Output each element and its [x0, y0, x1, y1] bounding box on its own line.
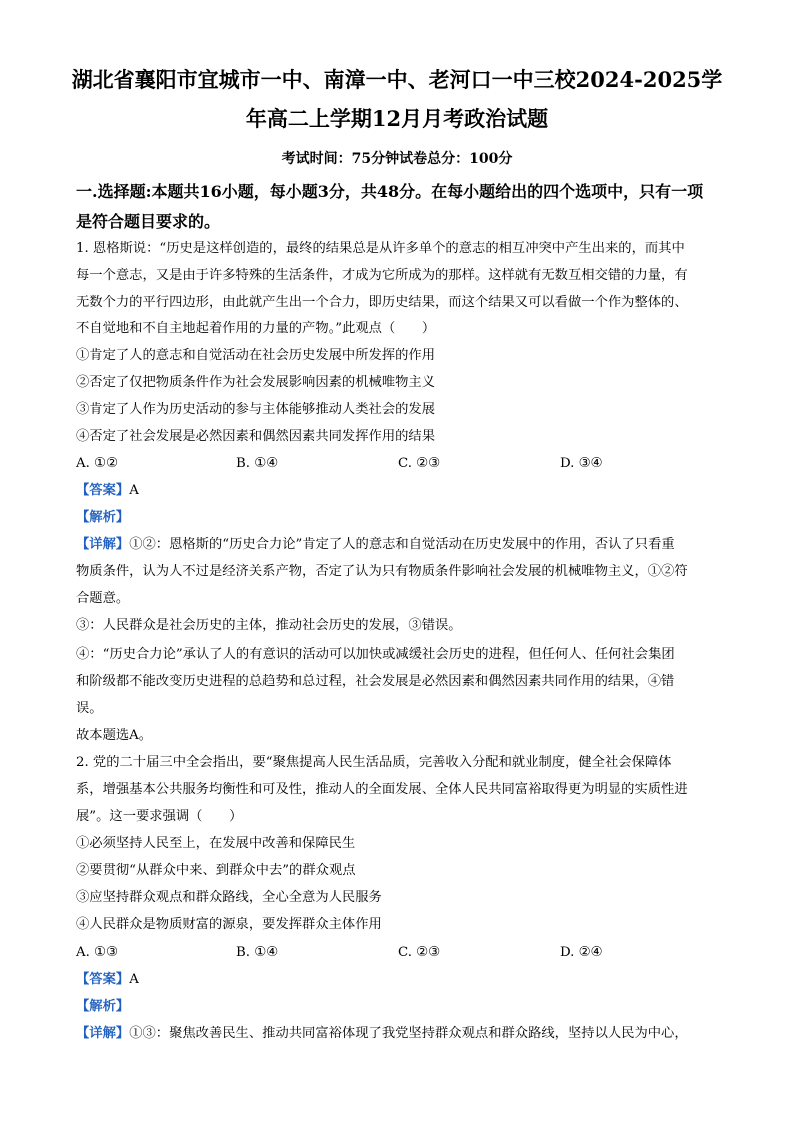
doc-title-line2: 年高二上学期12月月考政治试题	[245, 106, 549, 131]
q1-stem-line: 1. 恩格斯说：“历史是这样创造的，最终的结果总是从许多单个的意志的相互冲突中产生出来的，而其中	[76, 241, 685, 256]
q1-option-b: B. ①④	[236, 456, 279, 471]
q2-option-d: D. ②④	[560, 945, 603, 960]
q2-stem-line: 系，增强基本公共服务均衡性和可及性，推动人的全面发展、全体人民共同富裕取得更为明显的实质性进	[76, 782, 688, 797]
q1-detail-line: 误。	[76, 701, 103, 716]
q1-option-a: A. ①②	[76, 456, 118, 471]
q1-item-2: ②否定了仅把物质条件作为社会发展影响因素的机械唯物主义	[76, 375, 436, 390]
q1-item-1: ①肯定了人的意志和自觉活动在社会历史发展中所发挥的作用	[76, 348, 436, 363]
section-heading-line1: 一.选择题:本题共16小题，每小题3分，共48分。在每小题给出的四个选项中，只有一项	[76, 182, 704, 201]
answer-value: A	[129, 972, 139, 987]
q2-stem-line: 2. 党的二十届三中全会指出，要“聚焦提高人民生活品质，完善收入分配和就业制度，健全社会保障体	[76, 755, 672, 770]
q2-item-2: ②要贯彻“从群众中来、到群众中去”的群众观点	[76, 863, 356, 878]
q2-stem-line: 展”。这一要求强调（ ）	[76, 809, 243, 824]
q2-item-3: ③应坚持群众观点和群众路线，全心全意为人民服务	[76, 890, 382, 905]
q1-detail-line: 物质条件，认为人不过是经济关系产物，否定了认为只有物质条件影响社会发展的机械唯物主义，①②符	[76, 564, 688, 579]
q1-item-4: ④否定了社会发展是必然因素和偶然因素共同发挥作用的结果	[76, 429, 436, 444]
q1-option-c: C. ②③	[398, 456, 440, 471]
answer-value: A	[129, 483, 139, 498]
q1-detail-line: 和阶级都不能改变历史进程的总趋势和总过程，社会发展是必然因素和偶然因素共同作用的结果，④错	[76, 674, 675, 689]
q1-option-d: D. ③④	[560, 456, 603, 471]
detail-tag: 【详解】	[76, 1026, 130, 1041]
q2-answer	[76, 971, 139, 989]
q1-detail-line	[76, 536, 675, 554]
q1-detail-line: 故本题选A。	[76, 728, 153, 743]
q1-detail-line: 合题意。	[76, 591, 130, 606]
q2-item-1: ①必须坚持人民至上，在发展中改善和保障民生	[76, 836, 356, 851]
q2-option-a: A. ①③	[76, 945, 118, 960]
q1-stem-line: 无数个力的平行四边形，由此就产生出一个合力，即历史结果，而这个结果又可以看做一个作为整体的、	[76, 295, 688, 310]
q1-analysis-tag	[76, 509, 129, 527]
analysis-tag: 【解析】	[76, 510, 130, 525]
q2-detail-line	[76, 1025, 688, 1043]
exam-info: 考试时间：75分钟试卷总分：100分	[281, 151, 513, 167]
doc-title-line1: 湖北省襄阳市宜城市一中、南漳一中、老河口一中三校2024-2025学	[71, 67, 723, 92]
q1-stem-line: 不自觉地和不自主地起着作用的力量的产物。”此观点（ ）	[76, 321, 436, 336]
q1-detail-line: ③：人民群众是社会历史的主体，推动社会历史的发展，③错误。	[76, 618, 462, 633]
answer-tag: 【答案】	[76, 972, 130, 987]
section-heading-line2: 是符合题目要求的。	[76, 212, 221, 231]
q2-analysis-tag	[76, 998, 129, 1016]
q1-answer	[76, 482, 139, 500]
q2-option-c: C. ②③	[398, 945, 440, 960]
detail-text: ①③：聚焦改善民生、推动共同富裕体现了我党坚持群众观点和群众路线，坚持以人民为中心，	[129, 1026, 688, 1041]
q2-item-4: ④人民群众是物质财富的源泉，要发挥群众主体作用	[76, 917, 382, 932]
answer-tag: 【答案】	[76, 483, 130, 498]
q1-detail-line: ④：“历史合力论”承认了人的有意识的活动可以加快或减缓社会历史的进程，但任何人、任何社会集团	[76, 647, 675, 662]
q2-option-b: B. ①④	[236, 945, 279, 960]
analysis-tag: 【解析】	[76, 999, 130, 1014]
q1-item-3: ③肯定了人作为历史活动的参与主体能够推动人类社会的发展	[76, 402, 436, 417]
q1-stem-line: 每一个意志，又是由于许多特殊的生活条件，才成为它所成为的那样。这样就有无数互相交错的力量，有	[76, 268, 688, 283]
detail-text: ①②：恩格斯的“历史合力论”肯定了人的意志和自觉活动在历史发展中的作用，否认了只看重	[129, 537, 675, 552]
detail-tag: 【详解】	[76, 537, 130, 552]
